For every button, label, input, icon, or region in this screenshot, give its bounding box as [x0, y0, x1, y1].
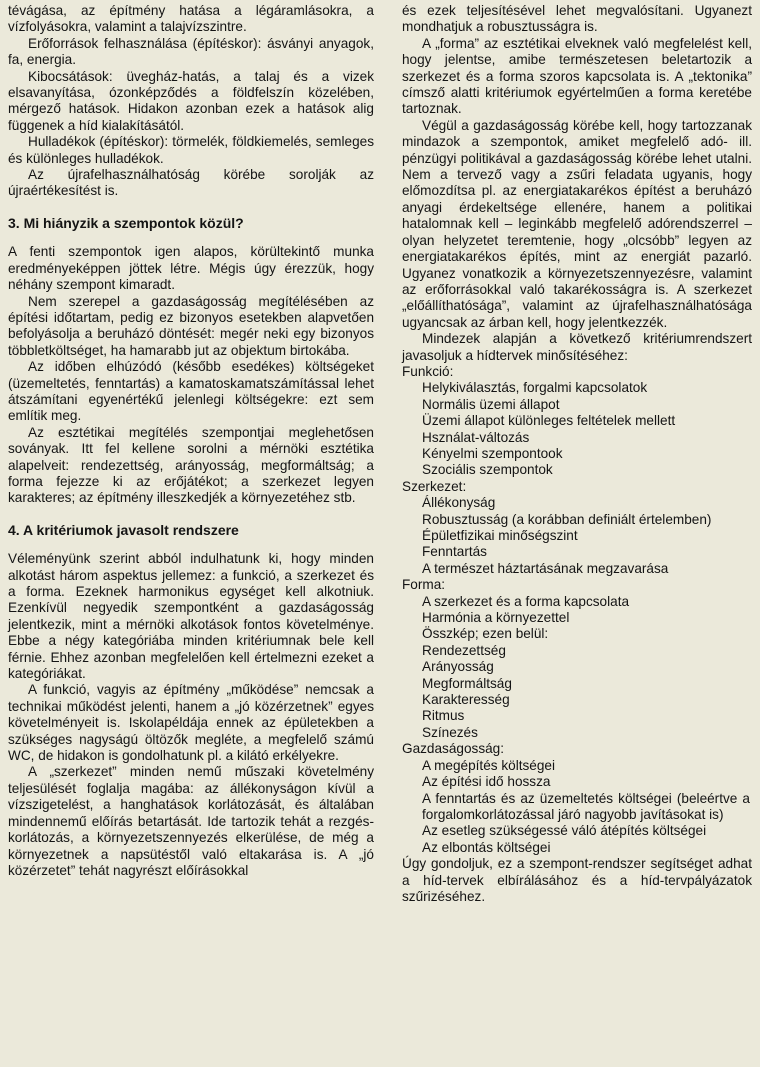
paragraph: Hulladékok (építéskor): törmelék, földkiemelés, semleges és különleges hulladékok. [8, 134, 374, 166]
criteria-item: A természet háztartásának megzavarása [422, 560, 669, 576]
criteria-item: Robusztusság (a korábban definiált értelemben) [422, 511, 712, 527]
criteria-item: Az elbontás költségei [422, 839, 551, 855]
paragraph: Az esztétikai megítélés szempontjai meglehetősen soványak. Itt fel kellene sorolni a mérnöki esztétika alapelveit: rendezettség, arányosság, megformáltság; a forma fejezze ki az erőjátékot; a szerkezet legyen karakteres; az építmény illeszkedjék a környezetéhez stb. [8, 424, 374, 506]
paragraph: A „szerkezet” minden nemű műszaki követelmény teljesülését foglalja magába: az állékonyságon kívül a vízszigetelést, a hanghatások korlátozását, és általában mindennemű előírás betartását. Ide tartozik tehát a rezgés-korlátozás, a környezetszennyezés elkerülése, de még a környezetnek a napsütéstől való eltakarása is. A „jó közérzetet” tehát nagyrészt előírásokkal [8, 764, 374, 878]
criteria-category: Funkció: [402, 363, 454, 379]
paragraph: A fenti szempontok igen alapos, körültekintő munka eredményeképpen jöttek létre. Mégis úgy érezzük, hogy néhány szempont kimaradt. [8, 244, 374, 293]
criteria-item: A fenntartás és az üzemeltetés költségei (beleértve a forgalomkorlátozással járó nagyobb javításokat is) [422, 790, 750, 822]
paragraph: Erőforrások felhasználása (építéskor): ásványi anyagok, fa, energia. [8, 35, 374, 68]
closing-paragraph: Úgy gondoljuk, ez a szempont-rendszer segítséget adhat a híd-tervek elbírálásához és a híd-tervpályázatok szűrizéséhez. [402, 856, 752, 904]
criteria-item: Megformáltság [422, 675, 512, 691]
criteria-item: Hsználat-változás [422, 429, 530, 445]
criteria-item: Rendezettség [422, 642, 506, 658]
section-heading-3: 3. Mi hiányzik a szempontok közül? [8, 214, 244, 231]
criteria-item: Normális üzemi állapot [422, 396, 560, 412]
criteria-item: Karakteresség [422, 692, 510, 708]
criteria-item: Színezés [422, 724, 478, 740]
paragraph: Nem szerepel a gazdaságosság megítélésében az építési időtartam, pedig ez bizonyos esetekben alapvetően befolyásolja a beruházó döntését: megér neki egy bizonyos többletköltséget, ha hamarabb jut az objektum birtokába. [8, 293, 374, 358]
paragraph: Végül a gazdaságosság körébe kell, hogy tartozzanak mindazok a szempontok, amiket megfelelő adó- ill. pénzügyi politikával a gazdaságosság körébe lehet utalni. Nem a tervező vagy a zsűri feladata ugyanis, hogy előmozdítsa pl. az energiatakarékos építést a beruházó anyagi érdekeltsége ellenére, hanem a politikai hatalomnak kell – leginkább megfelelő adórendszerrel – olyan helyzetet teremtenie, hogy „olcsóbb” legyen az energiatakarékos építés, mint az energiát pazarló. Ugyanez vonatkozik a környezetszennyezésre, valamint az erőforrásokkal való takarékosságra is. A szerkezet „előállíthatósága”, valamint az újrafelhasználhatósága ugyancsak az árban kell, hogy jelentkezzék. [402, 117, 752, 330]
right-column [402, 3, 752, 905]
paragraph: tévágása, az építmény hatása a légáramlásokra, a vízfolyásokra, valamint a talajvízszintre. [8, 3, 374, 35]
paragraph: és ezek teljesítésével lehet megvalósítani. Ugyanezt mondhatjuk a robusztusságra is. [402, 3, 752, 35]
criteria-item: Helykiválasztás, forgalmi kapcsolatok [422, 380, 648, 396]
criteria-item: Az esetleg szükségessé váló átépítés költségei [422, 823, 707, 839]
criteria-category: Forma: [402, 577, 446, 593]
left-column [8, 3, 374, 879]
paragraph: Az újrafelhasználhatóság körébe sorolják az újraértékesítést is. [8, 167, 374, 199]
criteria-item: Állékonyság [422, 495, 496, 511]
criteria-item: Szociális szempontok [422, 462, 553, 478]
paragraph: A funkció, vagyis az építmény „működése” nemcsak a technikai működést jelenti, hanem a „jó közérzetnek” egyes követelményeit is. Iskolapéldája ennek az épületekben a szükséges nagyságú öltözők megléte, a megfelelő számú WC, de hidakon is gondolhatunk pl. a kilátó erkélyekre. [8, 682, 374, 764]
criteria-item: Kényelmi szempontook [422, 445, 563, 461]
criteria-item: Összkép; ezen belül: [422, 626, 549, 642]
criteria-category: Szerkezet: [402, 478, 467, 494]
criteria-item: Az építési idő hossza [422, 774, 551, 790]
paragraph: A „forma” az esztétikai elveknek való megfelelést kell, hogy jelentse, amibe természetesen beletartozik a szerkezet és a forma szoros kapcsolata is. A „tektonika” címsző alatti kritériumok egyértelműen a forma keretébe tartoznak. [402, 35, 752, 117]
criteria-item: A megépítés költségei [422, 757, 555, 773]
criteria-item: Fenntartás [422, 544, 487, 560]
criteria-item: Harmónia a környezettel [422, 610, 570, 626]
paragraph: Az időben elhúzódó (később esedékes) költségeket (üzemeltetés, fenntartás) a kamatoskamatszámítással lehet átszámítani egyenértékű jelenlegi költségekre: ezt sem említik meg. [8, 359, 374, 424]
paragraph: Kibocsátások: üvegház-hatás, a talaj és a vizek elsavanyítása, ózonképződés a földfelszín közelében, mérgező hatások. Hidakon azonban ezek a hatások alig függenek a híd kialakításától. [8, 68, 374, 133]
criteria-item: Épületfizikai minőségszint [422, 528, 578, 543]
section-heading-4: 4. A kritériumok javasolt rendszere [8, 521, 239, 538]
criteria-item: Arányosság [422, 659, 494, 675]
criteria-item: Ritmus [422, 708, 465, 724]
paragraph: Mindezek alapján a következő kritériumrendszert javasoljuk a hídtervek minősítéséhez: [402, 331, 752, 363]
criteria-category: Gazdaságosság: [402, 741, 505, 757]
paragraph: Véleményünk szerint abból indulhatunk ki, hogy minden alkotást három aspektus jellemez: a funkció, a szerkezet és a forma. Ezeknek harmonikus egységet kell alkotniuk. Ezenkívül negyedik szempontként a gazdaságosság jelentkezik, mint a mérnöki alkotások fontos követelménye. Ebbe a négy kategóriába minden kritériumnak bele kell férnie. Ehhez azonban megfelelően kell értelmezni ezeket a kategóriákat. [8, 551, 374, 682]
criteria-item: A szerkezet és a forma kapcsolata [422, 593, 630, 609]
criteria-item: Üzemi állapot különleges feltételek mellett [422, 413, 676, 429]
criteria-list [402, 364, 752, 856]
